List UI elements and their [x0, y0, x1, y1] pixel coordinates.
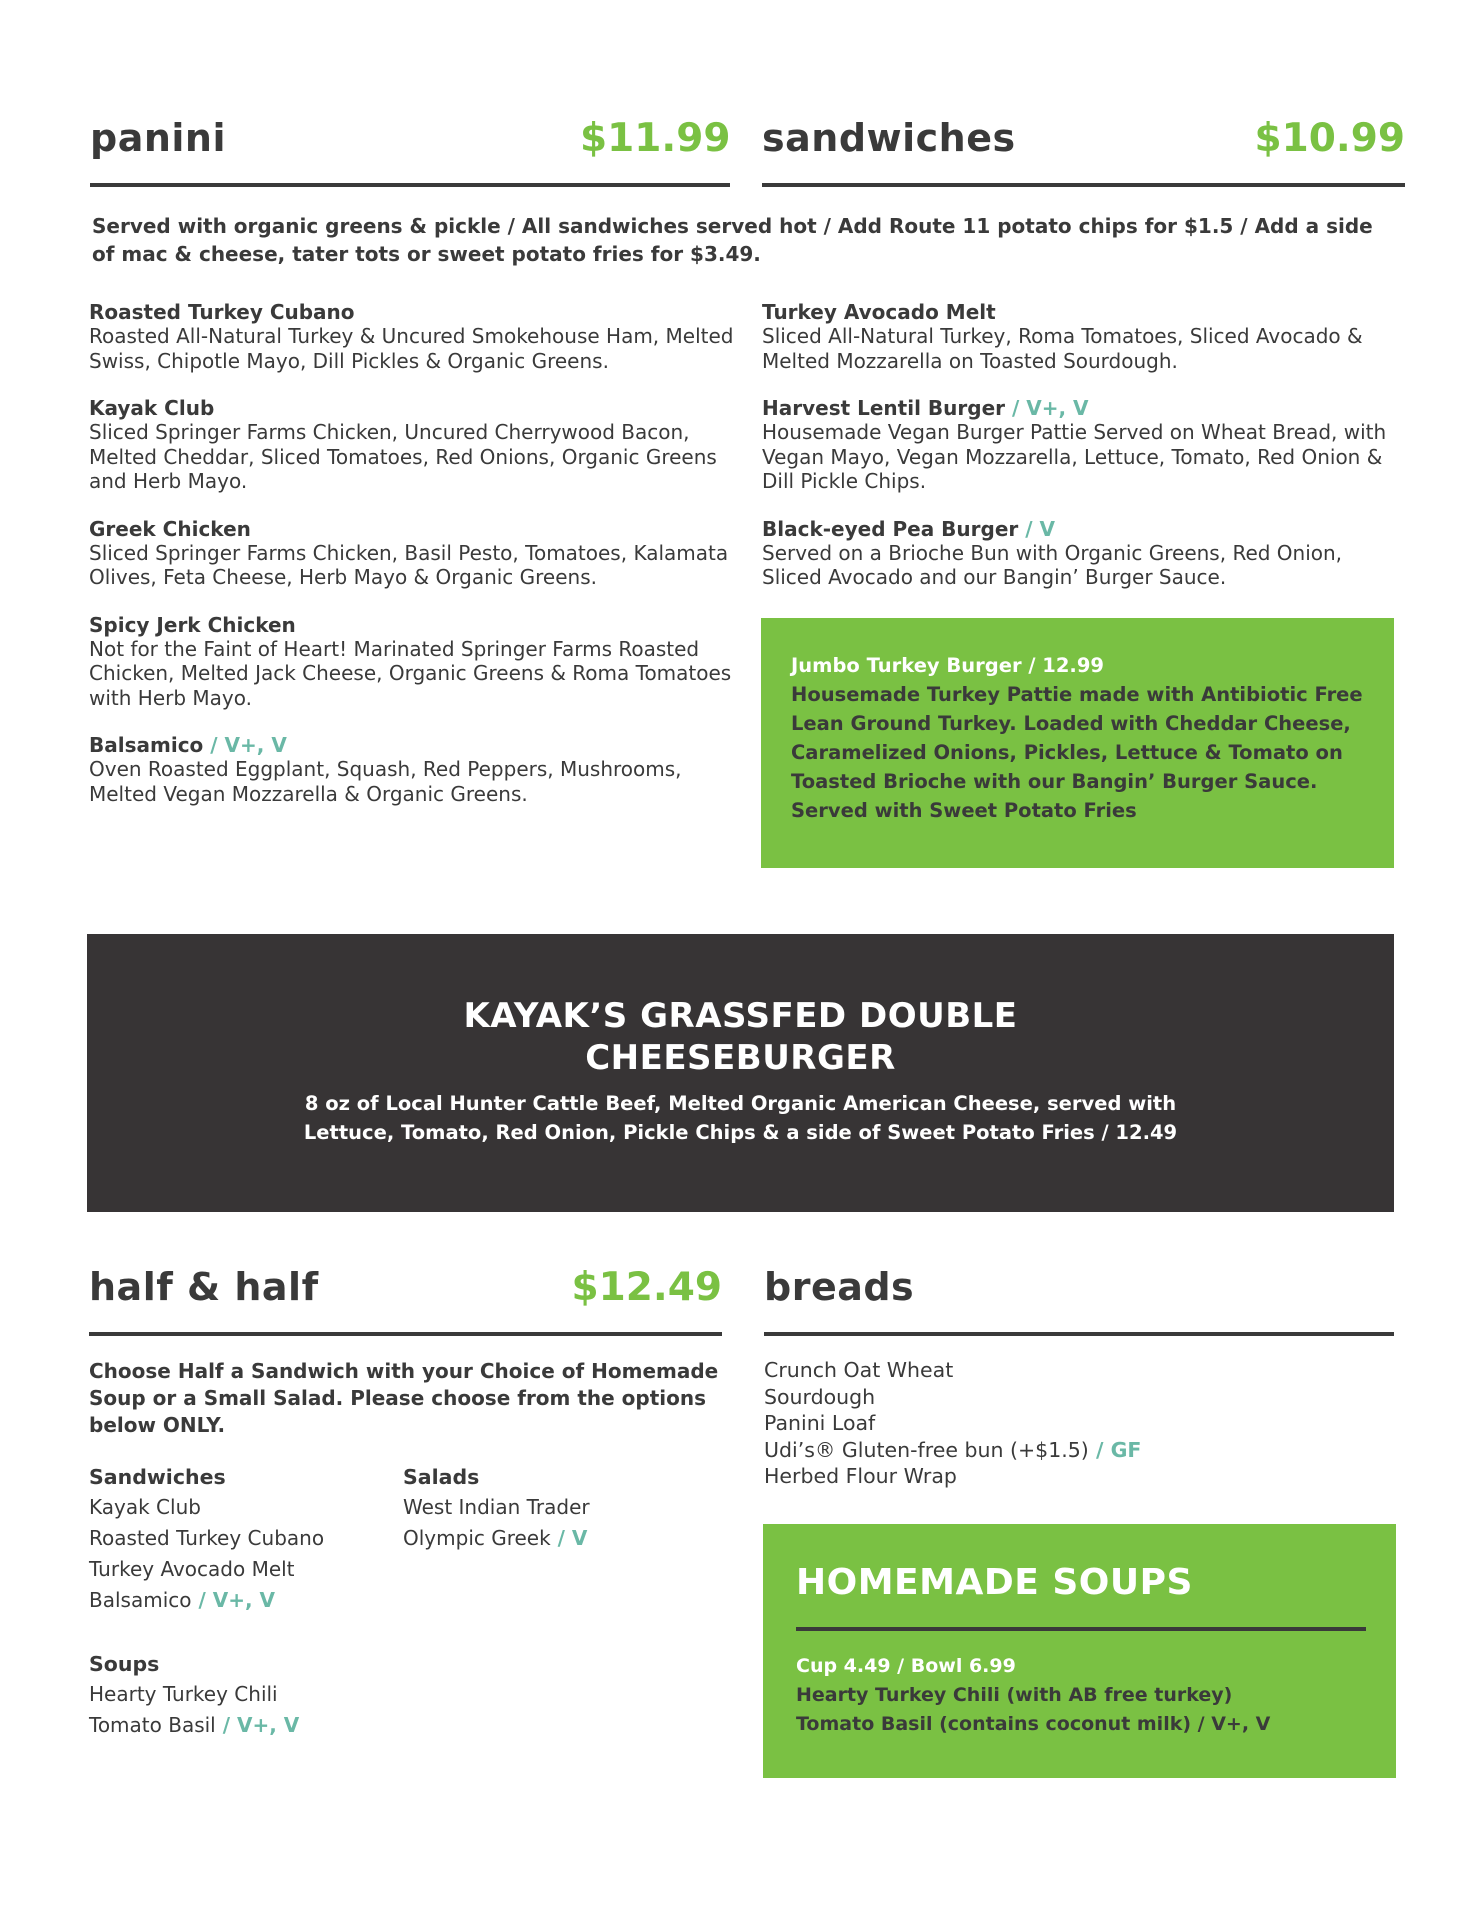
list-item: Kayak Club — [89, 1495, 201, 1519]
jumbo-line: Served with Sweet Potato Fries — [791, 799, 1137, 822]
list-item: Balsamico / V+, V — [89, 1588, 275, 1612]
list-item: Turkey Avocado Melt — [89, 1557, 295, 1581]
item-name: Balsamico — [89, 733, 204, 757]
panini-title: panini — [90, 116, 226, 160]
intro-line: Choose Half a Sandwich with your Choice of Homemade — [89, 1359, 719, 1383]
jumbo-line: Caramelized Onions, Pickles, Lettuce & Tomato on — [791, 741, 1343, 764]
item-name: Roasted Turkey Cubano — [89, 300, 355, 324]
menu-item — [762, 300, 1407, 373]
list-item: Hearty Turkey Chili — [89, 1682, 278, 1706]
jumbo-line: Housemade Turkey Pattie made with Antibiotic Free — [791, 683, 1363, 706]
item-description: Sliced All-Natural Turkey, Roma Tomatoes, Sliced Avocado & Melted Mozzarella on Toasted Sourdough. — [762, 324, 1363, 373]
panini-divider — [90, 183, 730, 187]
sandwiches-price: $10.99 — [1254, 116, 1405, 161]
intro-line: below ONLY. — [89, 1413, 226, 1437]
list-item: Crunch Oat Wheat — [764, 1358, 954, 1382]
sandwiches-title: sandwiches — [762, 116, 1016, 160]
item-name: Spicy Jerk Chicken — [89, 612, 296, 637]
right-menu-items — [762, 300, 1407, 613]
item-name: Harvest Lentil Burger — [762, 396, 1005, 420]
half-half-salads-list — [403, 1462, 703, 1554]
item-description: Not for the Faint of Heart! Marinated Springer Farms Roasted Chicken, Melted Jack Cheese, Organic Greens & Roma Tomatoes with Herb Mayo. — [89, 636, 732, 710]
soup-line: Hearty Turkey Chili (with AB free turkey) — [796, 1684, 1233, 1706]
half-half-soups-list — [89, 1649, 389, 1741]
soups-box-title: HOMEMADE SOUPS — [796, 1562, 1193, 1603]
list-item: Panini Loaf — [764, 1411, 876, 1435]
half-half-price: $12.49 — [571, 1265, 722, 1310]
double-cheeseburger-banner — [87, 934, 1394, 1212]
menu-item — [762, 396, 1407, 494]
soups-box-divider — [796, 1627, 1366, 1631]
jumbo-burger-heading: Jumbo Turkey Burger / 12.99 — [791, 654, 1104, 677]
item-description: Sliced Springer Farms Chicken, Uncured Cherrywood Bacon, Melted Cheddar, Sliced Tomatoes, Red Onions, Organic Greens and Herb Mayo. — [89, 420, 717, 493]
breads-divider — [764, 1332, 1394, 1336]
jumbo-line: Toasted Brioche with our Bangin’ Burger Sauce. — [791, 770, 1318, 793]
list-item: Tomato Basil / V+, V — [89, 1713, 300, 1737]
item-name: Black-eyed Pea Burger — [762, 516, 1019, 541]
menu-item — [89, 613, 739, 711]
list-item: Roasted Turkey Cubano — [89, 1526, 325, 1550]
soup-line: Tomato Basil (contains coconut milk) / V+, V — [796, 1713, 1271, 1735]
item-name: Greek Chicken — [89, 516, 251, 541]
list-item: Herbed Flour Wrap — [764, 1464, 957, 1488]
half-half-divider — [89, 1332, 722, 1336]
menu-item — [89, 517, 739, 590]
menu-item — [89, 733, 739, 806]
item-description: Roasted All-Natural Turkey & Uncured Smokehouse Ham, Melted Swiss, Chipotle Mayo, Dill Pickles & Organic Greens. — [89, 324, 734, 373]
salads-heading: Salads — [403, 1465, 480, 1489]
breads-title: breads — [764, 1265, 915, 1309]
half-half-sandwiches-list — [89, 1462, 389, 1616]
banner-title-line: CHEESEBURGER — [585, 1038, 896, 1078]
item-description: Oven Roasted Eggplant, Squash, Red Peppers, Mushrooms, Melted Vegan Mozzarella & Organic Greens. — [89, 757, 682, 806]
sandwiches-heading: Sandwiches — [89, 1465, 226, 1489]
menu-item — [89, 396, 739, 494]
list-item: West Indian Trader — [403, 1495, 590, 1519]
item-name: Turkey Avocado Melt — [762, 300, 996, 324]
list-item: Olympic Greek / V — [403, 1526, 588, 1550]
menu-item — [89, 300, 739, 373]
half-half-intro — [89, 1358, 729, 1439]
item-description: Housemade Vegan Burger Pattie Served on Wheat Bread, with Vegan Mayo, Vegan Mozzarella, Lettuce, Tomato, Red Onion & Dill Pickle Chips. — [762, 420, 1387, 493]
banner-title-line: KAYAK’S GRASSFED DOUBLE — [463, 996, 1018, 1036]
menu-item — [762, 517, 1407, 590]
list-item: Udi’s® Gluten-free bun (+$1.5) / GF — [764, 1437, 1142, 1462]
soups-price-line: Cup 4.49 / Bowl 6.99 — [796, 1655, 1016, 1677]
diet-tag: / V+, V — [1005, 396, 1089, 420]
list-item: Sourdough — [764, 1384, 876, 1409]
jumbo-burger-box — [761, 618, 1394, 868]
panini-price: $11.99 — [580, 116, 731, 161]
intro-line: Soup or a Small Salad. Please choose from the options — [89, 1386, 707, 1410]
breads-list — [764, 1357, 1384, 1490]
banner-description-line: Lettuce, Tomato, Red Onion, Pickle Chips & a side of Sweet Potato Fries / 12.49 — [303, 1121, 1178, 1144]
diet-tag: / V+, V — [203, 733, 287, 757]
half-half-title: half & half — [89, 1265, 319, 1309]
homemade-soups-box — [763, 1524, 1396, 1778]
left-menu-items — [89, 300, 739, 829]
sandwiches-intro: Served with organic greens & pickle / All sandwiches served hot / Add Route 11 potato chips for $1.5 / Add a side of mac & cheese, tater tots or sweet potato fries for $3.49. — [92, 214, 1373, 266]
soups-heading: Soups — [89, 1652, 160, 1676]
sandwiches-divider — [762, 183, 1405, 187]
item-description: Served on a Brioche Bun with Organic Greens, Red Onion, Sliced Avocado and our Bangin’ Burger Sauce. — [762, 540, 1343, 589]
banner-description-line: 8 oz of Local Hunter Cattle Beef, Melted Organic American Cheese, served with — [304, 1092, 1177, 1115]
diet-tag: / V — [1018, 516, 1055, 541]
jumbo-line: Lean Ground Turkey. Loaded with Cheddar Cheese, — [791, 712, 1351, 735]
item-name: Kayak Club — [89, 396, 215, 420]
item-description: Sliced Springer Farms Chicken, Basil Pesto, Tomatoes, Kalamata Olives, Feta Cheese, Herb Mayo & Organic Greens. — [89, 540, 729, 589]
